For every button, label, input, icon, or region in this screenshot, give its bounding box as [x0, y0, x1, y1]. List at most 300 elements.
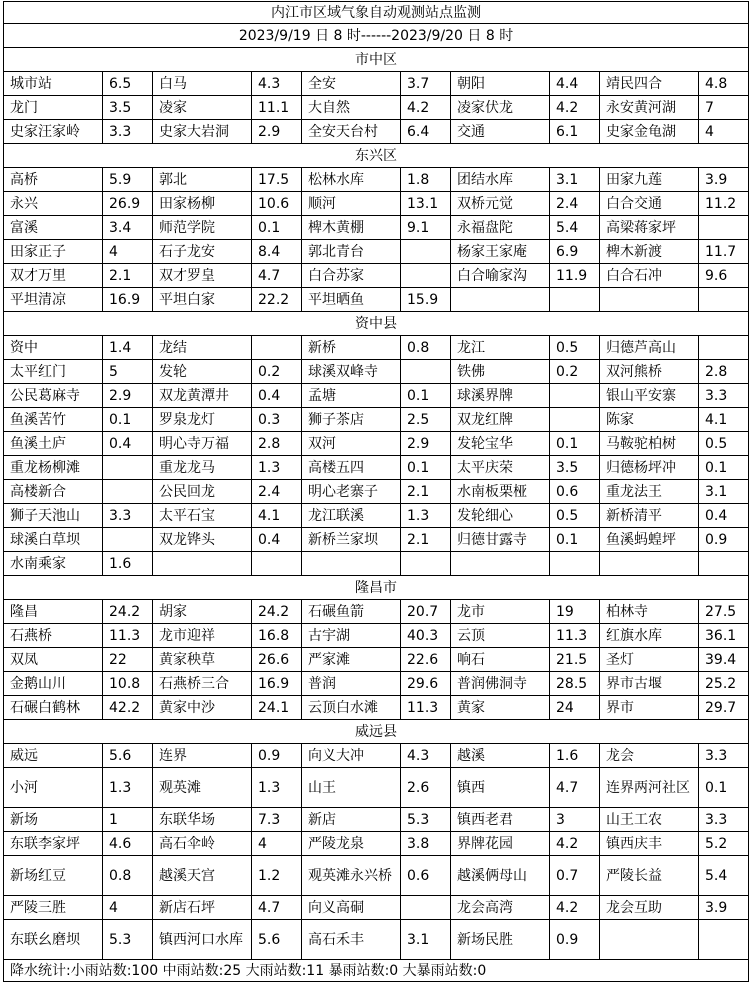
table-row — [4, 480, 749, 504]
rainfall-value: 3.5 — [103, 96, 153, 120]
station-name: 普润 — [302, 672, 401, 696]
station-name: 发轮细心 — [451, 504, 550, 528]
rainfall-value: 0.5 — [550, 504, 600, 528]
rainfall-value: 2.6 — [401, 768, 451, 808]
rainfall-value: 26.9 — [103, 192, 153, 216]
rainfall-value: 3.3 — [699, 808, 749, 832]
station-name: 严家滩 — [302, 648, 401, 672]
rainfall-value: 6.1 — [550, 120, 600, 144]
rainfall-value: 4.8 — [699, 72, 749, 96]
rainfall-value: 4.3 — [401, 744, 451, 768]
station-name: 归德甘露寺 — [451, 528, 550, 552]
station-name: 水南乘家 — [4, 552, 103, 576]
station-name: 凌家伏龙 — [451, 96, 550, 120]
station-name: 龙会 — [600, 744, 699, 768]
rainfall-value: 6.4 — [401, 120, 451, 144]
rainfall-value: 3.1 — [401, 920, 451, 960]
station-name: 太平庆荣 — [451, 456, 550, 480]
table-row — [4, 808, 749, 832]
station-name: 团结水库 — [451, 168, 550, 192]
station-name: 球溪界牌 — [451, 384, 550, 408]
station-name: 归德杨坪冲 — [600, 456, 699, 480]
table-row — [4, 120, 749, 144]
station-name: 龙会高湾 — [451, 896, 550, 920]
rainfall-value: 22 — [103, 648, 153, 672]
rainfall-value: 0.8 — [401, 336, 451, 360]
rainfall-value — [103, 480, 153, 504]
station-name: 平坦清凉 — [4, 288, 103, 312]
rainfall-value: 4.2 — [550, 832, 600, 856]
rainfall-value: 24 — [550, 696, 600, 720]
station-name: 重龙法王 — [600, 480, 699, 504]
rainfall-value: 26.6 — [252, 648, 302, 672]
rainfall-value: 4.2 — [550, 896, 600, 920]
station-name: 镇西河口水库 — [153, 920, 252, 960]
rainfall-value: 8.4 — [252, 240, 302, 264]
rainfall-value: 3.4 — [103, 216, 153, 240]
station-name: 东联李家坪 — [4, 832, 103, 856]
rainfall-value: 25.2 — [699, 672, 749, 696]
rainfall-value: 10.8 — [103, 672, 153, 696]
rainfall-value: 5.6 — [252, 920, 302, 960]
station-name: 狮子天池山 — [4, 504, 103, 528]
station-name: 归德芦高山 — [600, 336, 699, 360]
rainfall-value — [401, 240, 451, 264]
station-name: 新桥清平 — [600, 504, 699, 528]
station-name: 高石禾丰 — [302, 920, 401, 960]
table-row — [4, 384, 749, 408]
section-header: 东兴区 — [4, 144, 749, 168]
rainfall-value: 2.8 — [252, 432, 302, 456]
station-name: 鱼溪土庐 — [4, 432, 103, 456]
rainfall-value: 0.4 — [252, 528, 302, 552]
station-name: 高楼五四 — [302, 456, 401, 480]
table-row — [4, 72, 749, 96]
station-name: 胡家 — [153, 600, 252, 624]
rainfall-value: 5.9 — [103, 168, 153, 192]
rainfall-value: 11.1 — [252, 96, 302, 120]
rainfall-value: 1.4 — [103, 336, 153, 360]
station-name: 双才罗皇 — [153, 264, 252, 288]
rainfall-value: 4.1 — [252, 504, 302, 528]
station-name: 东联华场 — [153, 808, 252, 832]
station-name: 高楼新合 — [4, 480, 103, 504]
station-name: 双凤 — [4, 648, 103, 672]
station-name: 明心老寨子 — [302, 480, 401, 504]
table-row — [4, 528, 749, 552]
station-name: 红旗水库 — [600, 624, 699, 648]
table-row — [4, 408, 749, 432]
station-name — [451, 552, 550, 576]
rainfall-value: 4.4 — [550, 72, 600, 96]
rainfall-value: 3.8 — [401, 832, 451, 856]
station-name: 交通 — [451, 120, 550, 144]
rainfall-value: 22.2 — [252, 288, 302, 312]
station-name: 城市站 — [4, 72, 103, 96]
station-name: 山王工农 — [600, 808, 699, 832]
station-name: 大自然 — [302, 96, 401, 120]
rainfall-value: 1.6 — [103, 552, 153, 576]
rainfall-value: 3 — [550, 808, 600, 832]
rainfall-value: 1.3 — [401, 504, 451, 528]
table-row — [4, 168, 749, 192]
station-name: 石燕桥三合 — [153, 672, 252, 696]
station-name: 连界 — [153, 744, 252, 768]
station-name: 孟塘 — [302, 384, 401, 408]
rainfall-value: 2.1 — [103, 264, 153, 288]
station-name: 双桥元觉 — [451, 192, 550, 216]
station-name: 新场红豆 — [4, 856, 103, 896]
rainfall-value: 0.4 — [252, 384, 302, 408]
station-name: 观英滩 — [153, 768, 252, 808]
report-title: 内江市区域气象自动观测站点监测 — [4, 2, 749, 24]
station-name: 越溪天宫 — [153, 856, 252, 896]
station-name: 田家九莲 — [600, 168, 699, 192]
station-name: 水南板栗桠 — [451, 480, 550, 504]
rainfall-value: 15.9 — [401, 288, 451, 312]
rainfall-value — [699, 288, 749, 312]
station-name: 响石 — [451, 648, 550, 672]
table-row — [4, 96, 749, 120]
rainfall-value: 0.7 — [550, 856, 600, 896]
rainfall-value: 2.5 — [401, 408, 451, 432]
rainfall-value: 4.6 — [103, 832, 153, 856]
rainfall-value: 0.9 — [699, 528, 749, 552]
rainfall-value: 3.3 — [699, 384, 749, 408]
station-name: 公民回龙 — [153, 480, 252, 504]
station-name: 田家正子 — [4, 240, 103, 264]
rainfall-value: 11.7 — [699, 240, 749, 264]
station-name: 白合喻家沟 — [451, 264, 550, 288]
rainfall-value: 0.2 — [550, 360, 600, 384]
station-name: 严陵龙泉 — [302, 832, 401, 856]
rainfall-value: 0.1 — [699, 768, 749, 808]
station-name: 云顶 — [451, 624, 550, 648]
rain-statistics: 降水统计:小雨站数:100 中雨站数:25 大雨站数:11 暴雨站数:0 大暴雨站数:0 — [4, 960, 749, 982]
rainfall-value: 4.7 — [252, 896, 302, 920]
rainfall-value: 2.4 — [550, 192, 600, 216]
station-name: 越溪俩母山 — [451, 856, 550, 896]
rainfall-value: 1.3 — [103, 768, 153, 808]
rainfall-value: 0.3 — [252, 408, 302, 432]
station-name: 太平红门 — [4, 360, 103, 384]
rainfall-value — [550, 408, 600, 432]
rainfall-value: 4.2 — [401, 96, 451, 120]
rainfall-value — [401, 264, 451, 288]
station-name: 狮子茶店 — [302, 408, 401, 432]
station-name: 新场民胜 — [451, 920, 550, 960]
rainfall-value: 0.6 — [550, 480, 600, 504]
rainfall-value: 0.9 — [252, 744, 302, 768]
rainfall-value: 11.3 — [401, 696, 451, 720]
station-name: 云顶白水滩 — [302, 696, 401, 720]
station-name: 连界两河社区 — [600, 768, 699, 808]
station-name: 田家杨柳 — [153, 192, 252, 216]
station-name: 黄家 — [451, 696, 550, 720]
table-row — [4, 624, 749, 648]
rainfall-value — [401, 360, 451, 384]
rainfall-value: 0.1 — [103, 408, 153, 432]
station-name — [451, 288, 550, 312]
rainfall-value: 0.6 — [401, 856, 451, 896]
rainfall-value: 1.2 — [252, 856, 302, 896]
rainfall-value: 13.1 — [401, 192, 451, 216]
rainfall-value — [699, 216, 749, 240]
rainfall-value — [550, 552, 600, 576]
station-name: 古宇湖 — [302, 624, 401, 648]
rainfall-value: 29.7 — [699, 696, 749, 720]
station-name: 双河 — [302, 432, 401, 456]
station-name — [600, 552, 699, 576]
rainfall-value: 0.1 — [699, 456, 749, 480]
rainfall-value: 9.1 — [401, 216, 451, 240]
rainfall-value: 4.2 — [550, 96, 600, 120]
table-row — [4, 432, 749, 456]
rainfall-value: 5.3 — [103, 920, 153, 960]
station-name — [600, 288, 699, 312]
rainfall-value — [252, 336, 302, 360]
station-name: 向义高硐 — [302, 896, 401, 920]
station-name: 白合苏家 — [302, 264, 401, 288]
rainfall-value: 1.3 — [252, 768, 302, 808]
rainfall-value — [103, 456, 153, 480]
rainfall-value: 11.2 — [699, 192, 749, 216]
rainfall-value: 3.1 — [699, 480, 749, 504]
station-name: 新店石坪 — [153, 896, 252, 920]
station-name: 龙会互助 — [600, 896, 699, 920]
rainfall-value: 1.3 — [252, 456, 302, 480]
rainfall-value: 17.5 — [252, 168, 302, 192]
rainfall-value: 7.3 — [252, 808, 302, 832]
station-name: 黄家中沙 — [153, 696, 252, 720]
station-name: 椑木黄棚 — [302, 216, 401, 240]
station-name: 新桥兰家坝 — [302, 528, 401, 552]
station-name: 山王 — [302, 768, 401, 808]
rainfall-value: 4.7 — [252, 264, 302, 288]
station-name: 小河 — [4, 768, 103, 808]
rainfall-value: 9.6 — [699, 264, 749, 288]
station-name: 龙结 — [153, 336, 252, 360]
rainfall-value: 39.4 — [699, 648, 749, 672]
table-row — [4, 920, 749, 960]
station-name: 镇西庆丰 — [600, 832, 699, 856]
station-name: 马鞍驼柏树 — [600, 432, 699, 456]
station-name: 白合交通 — [600, 192, 699, 216]
rainfall-value: 5.2 — [699, 832, 749, 856]
rainfall-value: 21.5 — [550, 648, 600, 672]
rainfall-value: 2.1 — [401, 480, 451, 504]
station-name: 师范学院 — [153, 216, 252, 240]
rainfall-value — [699, 552, 749, 576]
rainfall-value: 3.7 — [401, 72, 451, 96]
station-name: 双龙黄潭井 — [153, 384, 252, 408]
rainfall-value: 2.4 — [252, 480, 302, 504]
rainfall-value: 2.8 — [699, 360, 749, 384]
rainfall-value: 4 — [252, 832, 302, 856]
rainfall-value: 4.3 — [252, 72, 302, 96]
station-name: 公民葛麻寺 — [4, 384, 103, 408]
rainfall-value: 27.5 — [699, 600, 749, 624]
rainfall-value: 10.6 — [252, 192, 302, 216]
station-name: 球溪双峰寺 — [302, 360, 401, 384]
station-name: 史家汪家岭 — [4, 120, 103, 144]
rainfall-value: 3.5 — [550, 456, 600, 480]
station-name: 银山平安寨 — [600, 384, 699, 408]
table-row — [4, 216, 749, 240]
rainfall-value: 11.3 — [550, 624, 600, 648]
station-name — [153, 552, 252, 576]
station-name: 郭北青台 — [302, 240, 401, 264]
table-row — [4, 192, 749, 216]
station-name: 永兴 — [4, 192, 103, 216]
rainfall-value: 24.2 — [103, 600, 153, 624]
station-name: 界市古堰 — [600, 672, 699, 696]
station-name: 凌家 — [153, 96, 252, 120]
station-name: 发轮 — [153, 360, 252, 384]
station-name: 鱼溪苦竹 — [4, 408, 103, 432]
rainfall-value: 0.1 — [550, 528, 600, 552]
station-name: 新店 — [302, 808, 401, 832]
station-name: 柏林寺 — [600, 600, 699, 624]
rainfall-value: 2.9 — [252, 120, 302, 144]
station-name: 石子龙安 — [153, 240, 252, 264]
rainfall-value: 6.9 — [550, 240, 600, 264]
table-row — [4, 336, 749, 360]
rainfall-value: 3.9 — [699, 168, 749, 192]
rainfall-value: 3.3 — [103, 120, 153, 144]
station-name: 白合石冲 — [600, 264, 699, 288]
station-name: 郭北 — [153, 168, 252, 192]
station-name: 富溪 — [4, 216, 103, 240]
rainfall-value: 22.6 — [401, 648, 451, 672]
rainfall-value: 2.1 — [401, 528, 451, 552]
station-name: 严陵三胜 — [4, 896, 103, 920]
rainfall-value: 42.2 — [103, 696, 153, 720]
rainfall-value: 16.9 — [103, 288, 153, 312]
station-name: 东联幺磨坝 — [4, 920, 103, 960]
rainfall-value: 1 — [103, 808, 153, 832]
section-header: 市中区 — [4, 48, 749, 72]
rainfall-value: 24.2 — [252, 600, 302, 624]
rainfall-value: 1.6 — [550, 744, 600, 768]
station-name: 严陵长益 — [600, 856, 699, 896]
rainfall-value: 16.8 — [252, 624, 302, 648]
table-row — [4, 896, 749, 920]
station-name: 龙市 — [451, 600, 550, 624]
table-row — [4, 696, 749, 720]
rainfall-value: 0.5 — [550, 336, 600, 360]
station-name: 向义大冲 — [302, 744, 401, 768]
station-name: 金鹅山川 — [4, 672, 103, 696]
rainfall-value: 5.3 — [401, 808, 451, 832]
station-name: 椑木新渡 — [600, 240, 699, 264]
rainfall-value: 0.8 — [103, 856, 153, 896]
station-name: 高石伞岭 — [153, 832, 252, 856]
rainfall-value: 3.1 — [550, 168, 600, 192]
rainfall-value: 2.9 — [103, 384, 153, 408]
report-period: 2023/9/19 日 8 时------2023/9/20 日 8 时 — [4, 24, 749, 48]
station-name: 全安天台村 — [302, 120, 401, 144]
section-header: 资中县 — [4, 312, 749, 336]
station-name: 石碾鱼箭 — [302, 600, 401, 624]
station-name: 高梁蒋家坪 — [600, 216, 699, 240]
station-name: 镇西 — [451, 768, 550, 808]
rainfall-value: 0.4 — [103, 432, 153, 456]
rainfall-value: 4 — [103, 240, 153, 264]
table-row — [4, 832, 749, 856]
station-name: 石碾白鹤林 — [4, 696, 103, 720]
station-name: 重龙杨柳滩 — [4, 456, 103, 480]
station-name: 新场 — [4, 808, 103, 832]
station-name: 全安 — [302, 72, 401, 96]
station-name: 龙江 — [451, 336, 550, 360]
station-name: 资中 — [4, 336, 103, 360]
rainfall-value: 7 — [699, 96, 749, 120]
section-header: 隆昌市 — [4, 576, 749, 600]
table-row — [4, 456, 749, 480]
rainfall-value: 4.1 — [699, 408, 749, 432]
rainfall-value — [252, 552, 302, 576]
station-name: 陈家 — [600, 408, 699, 432]
station-name: 史家大岩洞 — [153, 120, 252, 144]
table-row — [4, 240, 749, 264]
rainfall-value: 6.5 — [103, 72, 153, 96]
station-name — [302, 552, 401, 576]
station-table — [3, 1, 749, 982]
station-name: 石燕桥 — [4, 624, 103, 648]
station-name: 太平石宝 — [153, 504, 252, 528]
rainfall-value — [550, 384, 600, 408]
table-row — [4, 552, 749, 576]
rainfall-value — [699, 920, 749, 960]
rainfall-value: 36.1 — [699, 624, 749, 648]
rainfall-value: 40.3 — [401, 624, 451, 648]
rainfall-value: 3.9 — [699, 896, 749, 920]
rainfall-value: 1.8 — [401, 168, 451, 192]
station-name: 永安黄河湖 — [600, 96, 699, 120]
rainfall-value: 0.4 — [699, 504, 749, 528]
station-name: 鱼溪蚂蝗坪 — [600, 528, 699, 552]
table-row — [4, 288, 749, 312]
station-name: 罗泉龙灯 — [153, 408, 252, 432]
rainfall-value: 11.9 — [550, 264, 600, 288]
station-name: 新桥 — [302, 336, 401, 360]
station-name: 杨家王家庵 — [451, 240, 550, 264]
table-row — [4, 672, 749, 696]
table-row — [4, 648, 749, 672]
station-name: 双河熊桥 — [600, 360, 699, 384]
rainfall-value — [401, 552, 451, 576]
rainfall-value: 0.1 — [550, 432, 600, 456]
station-name: 镇西老君 — [451, 808, 550, 832]
table-row — [4, 856, 749, 896]
rainfall-value: 0.2 — [252, 360, 302, 384]
rainfall-value: 16.9 — [252, 672, 302, 696]
rainfall-value: 29.6 — [401, 672, 451, 696]
table-row — [4, 600, 749, 624]
rainfall-value — [401, 896, 451, 920]
station-name: 威远 — [4, 744, 103, 768]
station-name: 隆昌 — [4, 600, 103, 624]
rainfall-value: 5.4 — [699, 856, 749, 896]
station-name — [600, 920, 699, 960]
rainfall-value: 5.4 — [550, 216, 600, 240]
rainfall-value: 5 — [103, 360, 153, 384]
rainfall-value — [550, 288, 600, 312]
rainfall-value: 5.6 — [103, 744, 153, 768]
rainfall-value: 24.1 — [252, 696, 302, 720]
station-name: 史家金龟湖 — [600, 120, 699, 144]
